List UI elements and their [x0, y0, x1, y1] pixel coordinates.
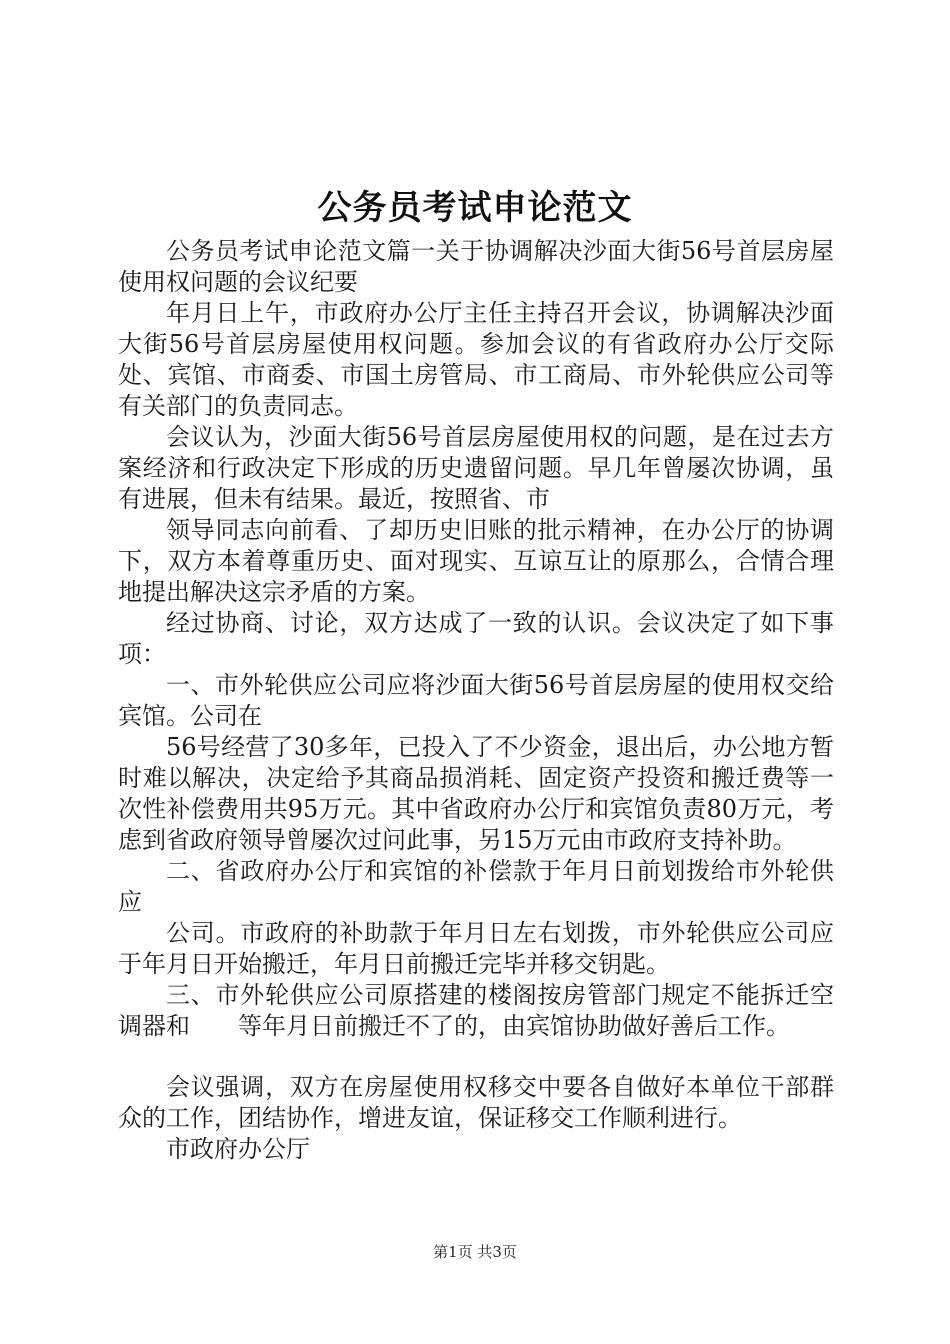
paragraph-signature: 市政府办公厅 — [166, 1135, 310, 1163]
document-body — [118, 236, 834, 1165]
document-title: 公务员考试申论范文 — [317, 188, 633, 228]
paragraph-emphasis: 会议强调，双方在房屋使用权移交中要各自做好本单位干部群众的工作，团结协作，增进友谊，保证移交工作顺利进行。 — [118, 1073, 834, 1132]
paragraph-decision-two-cont: 公司。市政府的补助款于年月日左右划拨，市外轮供应公司应于年月日开始搬迁，年月日前搬迁完毕并移交钥匙。 — [118, 919, 834, 978]
paragraph-decision-one-cont: 56号经营了30多年，已投入了不少资金，退出后，办公地方暂时难以解决，决定给予其商品损消耗、固定资产投资和搬迁费等一次性补偿费用共95万元。其中省政府办公厅和宾馆负责80万元，考虑到省政府领导曾屡次过问此事，另15万元由市政府支持补助。 — [118, 733, 834, 854]
paragraph-meeting-view: 会议认为，沙面大街56号首层房屋使用权的问题，是在过去方案经济和行政决定下形成的历史遗留问题。早几年曾屡次协调，虽有进展，但未有结果。最近，按照省、市 — [118, 423, 834, 513]
paragraph-decisions-intro: 经过协商、讨论，双方达成了一致的认识。会议决定了如下事项： — [118, 609, 834, 668]
paragraph-meeting-view-cont: 领导同志向前看、了却历史旧账的批示精神，在办公厅的协调下，双方本着尊重历史、面对现实、互谅互让的原那么，合情合理地提出解决这宗矛盾的方案。 — [118, 516, 834, 606]
paragraph-decision-three: 三、市外轮供应公司原搭建的楼阁按房管部门规定不能拆迁空调器和 等年月日前搬迁不了的，由宾馆协助做好善后工作。 — [118, 981, 834, 1040]
paragraph-decision-one: 一、市外轮供应公司应将沙面大街56号首层房屋的使用权交给宾馆。公司在 — [118, 671, 834, 730]
paragraph-heading: 公务员考试申论范文篇一关于协调解决沙面大街56号首层房屋使用权问题的会议纪要 — [118, 237, 834, 296]
page-number: 第1页 共3页 — [433, 1243, 517, 1261]
paragraph-meeting-intro: 年月日上午，市政府办公厅主任主持召开会议，协调解决沙面大街56号首层房屋使用权问题。参加会议的有省政府办公厅交际处、宾馆、市商委、市国土房管局、市工商局、市外轮供应公司等有关部门的负责同志。 — [118, 299, 834, 420]
paragraph-decision-two: 二、省政府办公厅和宾馆的补偿款于年月日前划拨给市外轮供应 — [118, 857, 834, 916]
